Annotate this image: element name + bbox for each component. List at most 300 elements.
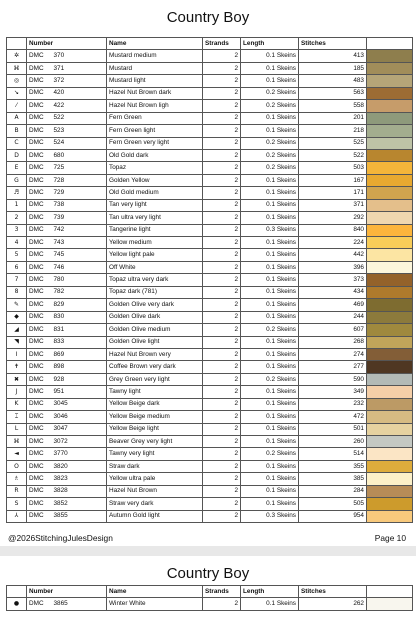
color-swatch [367, 149, 413, 161]
color-swatch [367, 199, 413, 211]
number-header: Number [27, 586, 107, 598]
length-cell: 0.1 Skeins [241, 398, 299, 410]
table-row [7, 237, 413, 249]
code-cell: 746 [52, 261, 107, 273]
name-cell: Fern Green very light [107, 137, 203, 149]
name-cell: Hazel Nut Brown dark [107, 87, 203, 99]
code-cell: 524 [52, 137, 107, 149]
code-cell: 951 [52, 386, 107, 398]
table-row [7, 324, 413, 336]
code-cell: 3865 [52, 598, 107, 610]
stitches-cell: 371 [299, 199, 367, 211]
brand-cell: DMC [27, 336, 52, 348]
table-row [7, 187, 413, 199]
brand-cell: DMC [27, 286, 52, 298]
stitches-cell: 505 [299, 498, 367, 510]
strands-cell: 2 [203, 324, 241, 336]
name-cell: Tawny very light [107, 448, 203, 460]
strands-cell: 2 [203, 112, 241, 124]
stitches-cell: 224 [299, 237, 367, 249]
color-swatch [367, 75, 413, 87]
symbol-cell: A [7, 112, 27, 124]
stitches-cell: 396 [299, 261, 367, 273]
color-swatch [367, 398, 413, 410]
color-header [367, 586, 413, 598]
brand-cell: DMC [27, 510, 52, 522]
length-cell: 0.1 Skeins [241, 485, 299, 497]
symbol-cell: 7 [7, 274, 27, 286]
stitches-cell: 274 [299, 348, 367, 360]
strands-cell: 2 [203, 460, 241, 472]
symbol-cell: I [7, 348, 27, 360]
strands-cell: 2 [203, 50, 241, 62]
strands-cell: 2 [203, 249, 241, 261]
stitches-cell: 349 [299, 386, 367, 398]
stitches-cell: 262 [299, 598, 367, 610]
length-cell: 0.1 Skeins [241, 125, 299, 137]
symbol-cell: L [7, 423, 27, 435]
code-cell: 742 [52, 224, 107, 236]
strands-cell: 2 [203, 199, 241, 211]
length-cell: 0.2 Skeins [241, 87, 299, 99]
length-cell: 0.3 Skeins [241, 510, 299, 522]
length-cell: 0.2 Skeins [241, 324, 299, 336]
brand-cell: DMC [27, 162, 52, 174]
symbol-cell: ◆ [7, 311, 27, 323]
code-cell: 3828 [52, 485, 107, 497]
stitches-cell: 284 [299, 485, 367, 497]
strands-cell: 2 [203, 436, 241, 448]
length-cell: 0.1 Skeins [241, 62, 299, 74]
name-cell: Tan very light [107, 199, 203, 211]
brand-cell: DMC [27, 261, 52, 273]
strands-cell: 2 [203, 498, 241, 510]
color-swatch [367, 50, 413, 62]
floss-table [6, 37, 413, 523]
strands-cell: 2 [203, 448, 241, 460]
color-swatch [367, 510, 413, 522]
color-swatch [367, 423, 413, 435]
strands-cell: 2 [203, 62, 241, 74]
brand-cell: DMC [27, 423, 52, 435]
name-cell: Coffee Brown very dark [107, 361, 203, 373]
stitches-cell: 514 [299, 448, 367, 460]
brand-cell: DMC [27, 361, 52, 373]
strands-cell: 2 [203, 473, 241, 485]
stitches-cell: 201 [299, 112, 367, 124]
strands-header: Strands [203, 38, 241, 50]
table-row [7, 50, 413, 62]
color-swatch [367, 361, 413, 373]
brand-cell: DMC [27, 411, 52, 423]
code-cell: 680 [52, 149, 107, 161]
table-row [7, 224, 413, 236]
code-cell: 420 [52, 87, 107, 99]
table-row [7, 212, 413, 224]
strands-header: Strands [203, 586, 241, 598]
table-row [7, 336, 413, 348]
stitches-cell: 472 [299, 411, 367, 423]
strands-cell: 2 [203, 87, 241, 99]
code-cell: 898 [52, 361, 107, 373]
name-cell: Topaz dark (781) [107, 286, 203, 298]
name-cell: Yellow Beige dark [107, 398, 203, 410]
table-row [7, 510, 413, 522]
symbol-cell: G [7, 174, 27, 186]
table-row [7, 261, 413, 273]
strands-cell: 2 [203, 187, 241, 199]
name-cell: Straw very dark [107, 498, 203, 510]
brand-cell: DMC [27, 237, 52, 249]
brand-cell: DMC [27, 62, 52, 74]
table-row [7, 373, 413, 385]
name-cell: Hazel Nut Brown ligh [107, 100, 203, 112]
stitches-cell: 413 [299, 50, 367, 62]
brand-cell: DMC [27, 598, 52, 610]
name-cell: Yellow ultra pale [107, 473, 203, 485]
symbol-cell: 4 [7, 237, 27, 249]
symbol-cell: ⌶ [7, 411, 27, 423]
name-cell: Grey Green very light [107, 373, 203, 385]
strands-cell: 2 [203, 75, 241, 87]
name-cell: Hazel Nut Brown [107, 485, 203, 497]
length-cell: 0.2 Skeins [241, 137, 299, 149]
table-row [7, 249, 413, 261]
brand-cell: DMC [27, 125, 52, 137]
code-cell: 3820 [52, 460, 107, 472]
number-header: Number [27, 38, 107, 50]
code-cell: 3855 [52, 510, 107, 522]
color-swatch [367, 125, 413, 137]
stitches-cell: 268 [299, 336, 367, 348]
color-swatch [367, 274, 413, 286]
symbol-cell: 1 [7, 199, 27, 211]
code-cell: 523 [52, 125, 107, 137]
code-cell: 3852 [52, 498, 107, 510]
symbol-cell: ⌘ [7, 62, 27, 74]
code-cell: 869 [52, 348, 107, 360]
color-header [367, 38, 413, 50]
table-header-row [7, 586, 413, 598]
brand-cell: DMC [27, 436, 52, 448]
code-cell: 3047 [52, 423, 107, 435]
color-swatch [367, 373, 413, 385]
strands-cell: 2 [203, 336, 241, 348]
length-cell: 0.1 Skeins [241, 50, 299, 62]
length-header: Length [241, 38, 299, 50]
name-cell: Mustard light [107, 75, 203, 87]
color-swatch [367, 87, 413, 99]
strands-cell: 2 [203, 261, 241, 273]
symbol-cell: ● [7, 598, 27, 610]
table-row [7, 473, 413, 485]
table-row [7, 100, 413, 112]
table-row [7, 274, 413, 286]
brand-cell: DMC [27, 473, 52, 485]
code-cell: 745 [52, 249, 107, 261]
length-cell: 0.1 Skeins [241, 199, 299, 211]
color-swatch [367, 348, 413, 360]
color-swatch [367, 62, 413, 74]
code-cell: 831 [52, 324, 107, 336]
strands-cell: 2 [203, 373, 241, 385]
name-cell: Golden Olive medium [107, 324, 203, 336]
color-swatch [367, 237, 413, 249]
strands-cell: 2 [203, 212, 241, 224]
code-cell: 739 [52, 212, 107, 224]
length-cell: 0.1 Skeins [241, 336, 299, 348]
color-swatch [367, 261, 413, 273]
name-cell: Golden Olive very dark [107, 299, 203, 311]
length-cell: 0.1 Skeins [241, 261, 299, 273]
brand-cell: DMC [27, 299, 52, 311]
legend-page-2 [0, 556, 416, 629]
brand-cell: DMC [27, 100, 52, 112]
symbol-cell: ◢ [7, 324, 27, 336]
table-row [7, 87, 413, 99]
length-cell: 0.2 Skeins [241, 100, 299, 112]
name-cell: Autumn Gold light [107, 510, 203, 522]
color-swatch [367, 448, 413, 460]
length-cell: 0.1 Skeins [241, 460, 299, 472]
name-cell: Golden Olive dark [107, 311, 203, 323]
brand-cell: DMC [27, 249, 52, 261]
length-cell: 0.1 Skeins [241, 386, 299, 398]
color-swatch [367, 485, 413, 497]
code-cell: 3823 [52, 473, 107, 485]
color-swatch [367, 324, 413, 336]
code-cell: 371 [52, 62, 107, 74]
stitches-cell: 185 [299, 62, 367, 74]
stitches-cell: 954 [299, 510, 367, 522]
length-cell: 0.1 Skeins [241, 237, 299, 249]
symbol-cell: ◎ [7, 75, 27, 87]
table-row [7, 311, 413, 323]
length-cell: 0.1 Skeins [241, 436, 299, 448]
table-row [7, 174, 413, 186]
code-cell: 370 [52, 50, 107, 62]
length-cell: 0.1 Skeins [241, 249, 299, 261]
color-swatch [367, 299, 413, 311]
color-swatch [367, 174, 413, 186]
length-cell: 0.2 Skeins [241, 448, 299, 460]
symbol-cell: 8 [7, 286, 27, 298]
stitches-cell: 232 [299, 398, 367, 410]
name-cell: Topaz ultra very dark [107, 274, 203, 286]
name-cell: Yellow Beige medium [107, 411, 203, 423]
name-cell: Yellow medium [107, 237, 203, 249]
color-swatch [367, 286, 413, 298]
length-cell: 0.1 Skeins [241, 311, 299, 323]
code-cell: 725 [52, 162, 107, 174]
stitches-cell: 385 [299, 473, 367, 485]
name-cell: Tawny light [107, 386, 203, 398]
color-swatch [367, 249, 413, 261]
name-cell: Winter White [107, 598, 203, 610]
symbol-cell: ♬ [7, 187, 27, 199]
length-header: Length [241, 586, 299, 598]
name-cell: Fern Green light [107, 125, 203, 137]
length-cell: 0.2 Skeins [241, 149, 299, 161]
name-cell: Fern Green [107, 112, 203, 124]
color-swatch [367, 311, 413, 323]
brand-cell: DMC [27, 174, 52, 186]
brand-cell: DMC [27, 485, 52, 497]
length-cell: 0.1 Skeins [241, 423, 299, 435]
name-cell: Tan ultra very light [107, 212, 203, 224]
color-swatch [367, 224, 413, 236]
strands-cell: 2 [203, 286, 241, 298]
length-cell: 0.1 Skeins [241, 274, 299, 286]
stitches-cell: 373 [299, 274, 367, 286]
table-row [7, 598, 413, 610]
stitches-cell: 277 [299, 361, 367, 373]
color-swatch [367, 100, 413, 112]
stitches-cell: 501 [299, 423, 367, 435]
name-cell: Golden Yellow [107, 174, 203, 186]
symbol-cell: ◥ [7, 336, 27, 348]
code-cell: 3045 [52, 398, 107, 410]
length-cell: 0.1 Skeins [241, 174, 299, 186]
name-header: Name [107, 38, 203, 50]
brand-cell: DMC [27, 212, 52, 224]
brand-cell: DMC [27, 112, 52, 124]
stitches-cell: 503 [299, 162, 367, 174]
length-cell: 0.1 Skeins [241, 473, 299, 485]
code-cell: 522 [52, 112, 107, 124]
brand-cell: DMC [27, 224, 52, 236]
stitches-cell: 522 [299, 149, 367, 161]
color-swatch [367, 598, 413, 610]
table-row [7, 361, 413, 373]
color-swatch [367, 212, 413, 224]
length-cell: 0.1 Skeins [241, 187, 299, 199]
brand-cell: DMC [27, 373, 52, 385]
symbol-cell: R [7, 485, 27, 497]
symbol-cell: ✖ [7, 373, 27, 385]
table-row [7, 423, 413, 435]
brand-cell: DMC [27, 448, 52, 460]
strands-cell: 2 [203, 598, 241, 610]
stitches-cell: 171 [299, 187, 367, 199]
symbol-cell: E [7, 162, 27, 174]
table-row [7, 411, 413, 423]
table-row [7, 199, 413, 211]
table-row [7, 149, 413, 161]
brand-cell: DMC [27, 274, 52, 286]
color-swatch [367, 498, 413, 510]
symbol-cell: ↘ [7, 87, 27, 99]
table-row [7, 498, 413, 510]
code-cell: 782 [52, 286, 107, 298]
strands-cell: 2 [203, 361, 241, 373]
length-cell: 0.1 Skeins [241, 286, 299, 298]
name-cell: Straw dark [107, 460, 203, 472]
name-cell: Mustard [107, 62, 203, 74]
strands-cell: 2 [203, 510, 241, 522]
code-cell: 833 [52, 336, 107, 348]
copyright-footer: @2026StitchingJulesDesign [8, 533, 113, 543]
color-swatch [367, 411, 413, 423]
color-swatch [367, 436, 413, 448]
symbol-cell: O [7, 460, 27, 472]
code-cell: 3046 [52, 411, 107, 423]
page-title: Country Boy [166, 565, 250, 582]
strands-cell: 2 [203, 162, 241, 174]
symbol-cell: D [7, 149, 27, 161]
table-header-row [7, 38, 413, 50]
length-cell: 0.1 Skeins [241, 75, 299, 87]
code-cell: 372 [52, 75, 107, 87]
stitches-cell: 244 [299, 311, 367, 323]
code-cell: 829 [52, 299, 107, 311]
color-swatch [367, 162, 413, 174]
strands-cell: 2 [203, 299, 241, 311]
name-cell: Mustard medium [107, 50, 203, 62]
length-cell: 0.2 Skeins [241, 162, 299, 174]
table-row [7, 436, 413, 448]
strands-cell: 2 [203, 386, 241, 398]
table-row [7, 386, 413, 398]
code-cell: 3770 [52, 448, 107, 460]
code-cell: 3072 [52, 436, 107, 448]
symbol-cell: ♗ [7, 473, 27, 485]
name-cell: Off White [107, 261, 203, 273]
name-cell: Golden Olive light [107, 336, 203, 348]
symbol-cell: ◄ [7, 448, 27, 460]
symbol-cell: K [7, 398, 27, 410]
table-row [7, 286, 413, 298]
page-title: Country Boy [166, 9, 250, 26]
symbol-header [7, 38, 27, 50]
length-cell: 0.1 Skeins [241, 348, 299, 360]
name-cell: Old Gold dark [107, 149, 203, 161]
table-row [7, 299, 413, 311]
stitches-cell: 483 [299, 75, 367, 87]
stitches-cell: 469 [299, 299, 367, 311]
brand-cell: DMC [27, 498, 52, 510]
stitches-header: Stitches [299, 38, 367, 50]
code-cell: 728 [52, 174, 107, 186]
name-cell: Beaver Grey very light [107, 436, 203, 448]
stitches-cell: 840 [299, 224, 367, 236]
stitches-cell: 525 [299, 137, 367, 149]
strands-cell: 2 [203, 311, 241, 323]
strands-cell: 2 [203, 398, 241, 410]
name-cell: Old Gold medium [107, 187, 203, 199]
symbol-cell: J [7, 386, 27, 398]
table-row [7, 398, 413, 410]
brand-cell: DMC [27, 348, 52, 360]
stitches-cell: 167 [299, 174, 367, 186]
table-row [7, 125, 413, 137]
code-cell: 729 [52, 187, 107, 199]
strands-cell: 2 [203, 274, 241, 286]
strands-cell: 2 [203, 100, 241, 112]
length-cell: 0.1 Skeins [241, 212, 299, 224]
strands-cell: 2 [203, 224, 241, 236]
strands-cell: 2 [203, 423, 241, 435]
color-swatch [367, 336, 413, 348]
code-cell: 928 [52, 373, 107, 385]
strands-cell: 2 [203, 125, 241, 137]
brand-cell: DMC [27, 149, 52, 161]
page-number: Page 10 [374, 533, 406, 543]
stitches-cell: 590 [299, 373, 367, 385]
symbol-cell: S [7, 498, 27, 510]
symbol-cell: ⅄ [7, 510, 27, 522]
brand-cell: DMC [27, 87, 52, 99]
